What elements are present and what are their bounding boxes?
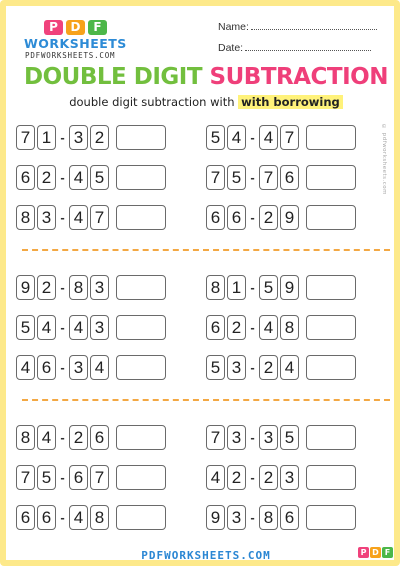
subtrahend-tens-digit: 8	[69, 275, 88, 300]
answer-box[interactable]	[116, 355, 166, 380]
subtrahend-ones-digit: 9	[280, 275, 299, 300]
subtrahend-tens-digit: 6	[69, 465, 88, 490]
title-part-1: DOUBLE DIGIT	[24, 64, 210, 90]
minuend-tens-digit: 7	[16, 465, 35, 490]
answer-box[interactable]	[306, 315, 356, 340]
subtraction-problem	[206, 354, 356, 380]
minus-sign: -	[60, 279, 65, 295]
subtrahend-ones-digit: 7	[90, 205, 109, 230]
subtrahend-ones-digit: 2	[90, 125, 109, 150]
logo-letter-d: D	[66, 20, 85, 35]
subtrahend-ones-digit: 4	[280, 355, 299, 380]
minuend-ones-digit: 1	[227, 275, 246, 300]
subtrahend-tens-digit: 7	[259, 165, 278, 190]
answer-box[interactable]	[116, 315, 166, 340]
side-watermark-url: © pdfworksheets.com	[381, 124, 387, 196]
subtrahend-ones-digit: 4	[90, 355, 109, 380]
minus-sign: -	[250, 509, 255, 525]
subtraction-problem	[206, 124, 356, 150]
subtrahend-tens-digit: 8	[259, 505, 278, 530]
minuend-ones-digit: 4	[37, 315, 56, 340]
logo-letters	[44, 20, 107, 35]
minus-sign: -	[60, 469, 65, 485]
footer-url[interactable]: PDFWORKSHEETS.COM	[141, 549, 271, 562]
minuend-ones-digit: 5	[37, 465, 56, 490]
subtraction-problem	[16, 314, 166, 340]
answer-box[interactable]	[306, 355, 356, 380]
subtraction-problem	[206, 504, 356, 530]
subtrahend-ones-digit: 9	[280, 205, 299, 230]
logo-letter-p: P	[44, 20, 63, 35]
minuend-ones-digit: 6	[37, 505, 56, 530]
minuend-tens-digit: 8	[16, 425, 35, 450]
minuend-tens-digit: 8	[206, 275, 225, 300]
subtrahend-ones-digit: 5	[90, 165, 109, 190]
minuend-tens-digit: 7	[16, 125, 35, 150]
minus-sign: -	[250, 169, 255, 185]
footer-logo-d: D	[370, 547, 381, 558]
minus-sign: -	[250, 469, 255, 485]
subtrahend-tens-digit: 2	[259, 205, 278, 230]
subtrahend-tens-digit: 5	[259, 275, 278, 300]
minus-sign: -	[60, 129, 65, 145]
minus-sign: -	[60, 359, 65, 375]
minus-sign: -	[250, 429, 255, 445]
answer-box[interactable]	[306, 465, 356, 490]
minuend-tens-digit: 5	[16, 315, 35, 340]
minuend-ones-digit: 6	[37, 355, 56, 380]
footer-logo-f: F	[382, 547, 393, 558]
subtrahend-ones-digit: 8	[90, 505, 109, 530]
subtraction-problem	[206, 274, 356, 300]
subtraction-problem	[16, 424, 166, 450]
subtrahend-tens-digit: 4	[69, 505, 88, 530]
answer-box[interactable]	[116, 465, 166, 490]
date-line[interactable]	[245, 42, 371, 51]
name-line[interactable]	[251, 21, 377, 30]
subtrahend-ones-digit: 6	[280, 505, 299, 530]
logo-word: WORKSHEETS	[24, 36, 127, 51]
subtrahend-ones-digit: 8	[280, 315, 299, 340]
minuend-ones-digit: 5	[227, 165, 246, 190]
minus-sign: -	[60, 169, 65, 185]
subtraction-problem	[16, 164, 166, 190]
subtrahend-tens-digit: 2	[259, 355, 278, 380]
minuend-tens-digit: 7	[206, 425, 225, 450]
minuend-ones-digit: 3	[37, 205, 56, 230]
subtitle-highlight: with borrowing	[238, 95, 343, 109]
subtrahend-tens-digit: 3	[69, 125, 88, 150]
minuend-ones-digit: 2	[37, 275, 56, 300]
answer-box[interactable]	[306, 505, 356, 530]
subtrahend-tens-digit: 2	[69, 425, 88, 450]
minuend-tens-digit: 6	[206, 315, 225, 340]
logo-url: PDFWORKSHEETS.COM	[25, 51, 116, 60]
section-divider	[22, 399, 390, 401]
minuend-ones-digit: 4	[37, 425, 56, 450]
subtrahend-ones-digit: 5	[280, 425, 299, 450]
minuend-ones-digit: 2	[227, 315, 246, 340]
subtraction-problem	[206, 164, 356, 190]
subtraction-problem	[16, 504, 166, 530]
subtrahend-tens-digit: 3	[259, 425, 278, 450]
section-divider	[22, 249, 390, 251]
minuend-tens-digit: 6	[16, 165, 35, 190]
minus-sign: -	[250, 279, 255, 295]
subtraction-problem	[16, 354, 166, 380]
answer-box[interactable]	[306, 125, 356, 150]
minuend-ones-digit: 2	[37, 165, 56, 190]
subtrahend-tens-digit: 4	[259, 315, 278, 340]
minuend-ones-digit: 3	[227, 425, 246, 450]
subtitle-text: double digit subtraction with	[69, 95, 239, 109]
name-field[interactable]	[218, 21, 377, 33]
subtraction-problem	[16, 204, 166, 230]
minuend-tens-digit: 6	[206, 205, 225, 230]
answer-box[interactable]	[116, 165, 166, 190]
answer-box[interactable]	[116, 425, 166, 450]
subtrahend-ones-digit: 3	[90, 315, 109, 340]
answer-box[interactable]	[116, 125, 166, 150]
minus-sign: -	[250, 129, 255, 145]
minuend-ones-digit: 3	[227, 355, 246, 380]
subtrahend-tens-digit: 4	[259, 125, 278, 150]
minuend-tens-digit: 4	[206, 465, 225, 490]
minuend-tens-digit: 5	[206, 125, 225, 150]
answer-box[interactable]	[306, 205, 356, 230]
answer-box[interactable]	[306, 425, 356, 450]
page-subtitle	[6, 95, 400, 109]
page-title	[6, 64, 400, 90]
subtraction-problem	[16, 274, 166, 300]
minuend-tens-digit: 7	[206, 165, 225, 190]
subtrahend-ones-digit: 7	[280, 125, 299, 150]
answer-box[interactable]	[306, 275, 356, 300]
minuend-ones-digit: 4	[227, 125, 246, 150]
minuend-tens-digit: 9	[16, 275, 35, 300]
subtrahend-tens-digit: 2	[259, 465, 278, 490]
minuend-tens-digit: 6	[16, 505, 35, 530]
answer-box[interactable]	[116, 505, 166, 530]
pdf-worksheets-logo[interactable]	[20, 18, 150, 62]
subtrahend-ones-digit: 3	[90, 275, 109, 300]
minus-sign: -	[60, 429, 65, 445]
footer-logo-p: P	[358, 547, 369, 558]
minuend-tens-digit: 8	[16, 205, 35, 230]
minuend-ones-digit: 1	[37, 125, 56, 150]
minuend-tens-digit: 5	[206, 355, 225, 380]
date-label: Date:	[218, 42, 244, 54]
logo-letter-f: F	[88, 20, 107, 35]
minus-sign: -	[60, 509, 65, 525]
subtrahend-tens-digit: 3	[69, 355, 88, 380]
subtrahend-tens-digit: 4	[69, 165, 88, 190]
subtraction-problem	[16, 124, 166, 150]
minuend-ones-digit: 6	[227, 205, 246, 230]
minus-sign: -	[250, 319, 255, 335]
name-label: Name:	[218, 21, 249, 33]
minuend-ones-digit: 2	[227, 465, 246, 490]
footer-logo	[358, 547, 393, 558]
subtraction-problem	[206, 424, 356, 450]
minuend-tens-digit: 9	[206, 505, 225, 530]
minus-sign: -	[250, 359, 255, 375]
answer-box[interactable]	[116, 205, 166, 230]
date-field[interactable]	[218, 42, 371, 54]
minus-sign: -	[60, 209, 65, 225]
subtrahend-tens-digit: 4	[69, 315, 88, 340]
answer-box[interactable]	[116, 275, 166, 300]
answer-box[interactable]	[306, 165, 356, 190]
subtraction-problem	[206, 464, 356, 490]
subtraction-problem	[206, 314, 356, 340]
minuend-tens-digit: 4	[16, 355, 35, 380]
minus-sign: -	[60, 319, 65, 335]
subtrahend-ones-digit: 6	[280, 165, 299, 190]
minus-sign: -	[250, 209, 255, 225]
subtrahend-ones-digit: 6	[90, 425, 109, 450]
subtrahend-ones-digit: 3	[280, 465, 299, 490]
subtraction-problem	[206, 204, 356, 230]
subtraction-problem	[16, 464, 166, 490]
subtrahend-tens-digit: 4	[69, 205, 88, 230]
title-part-2: SUBTRACTION	[209, 64, 388, 90]
subtrahend-ones-digit: 7	[90, 465, 109, 490]
minuend-ones-digit: 3	[227, 505, 246, 530]
